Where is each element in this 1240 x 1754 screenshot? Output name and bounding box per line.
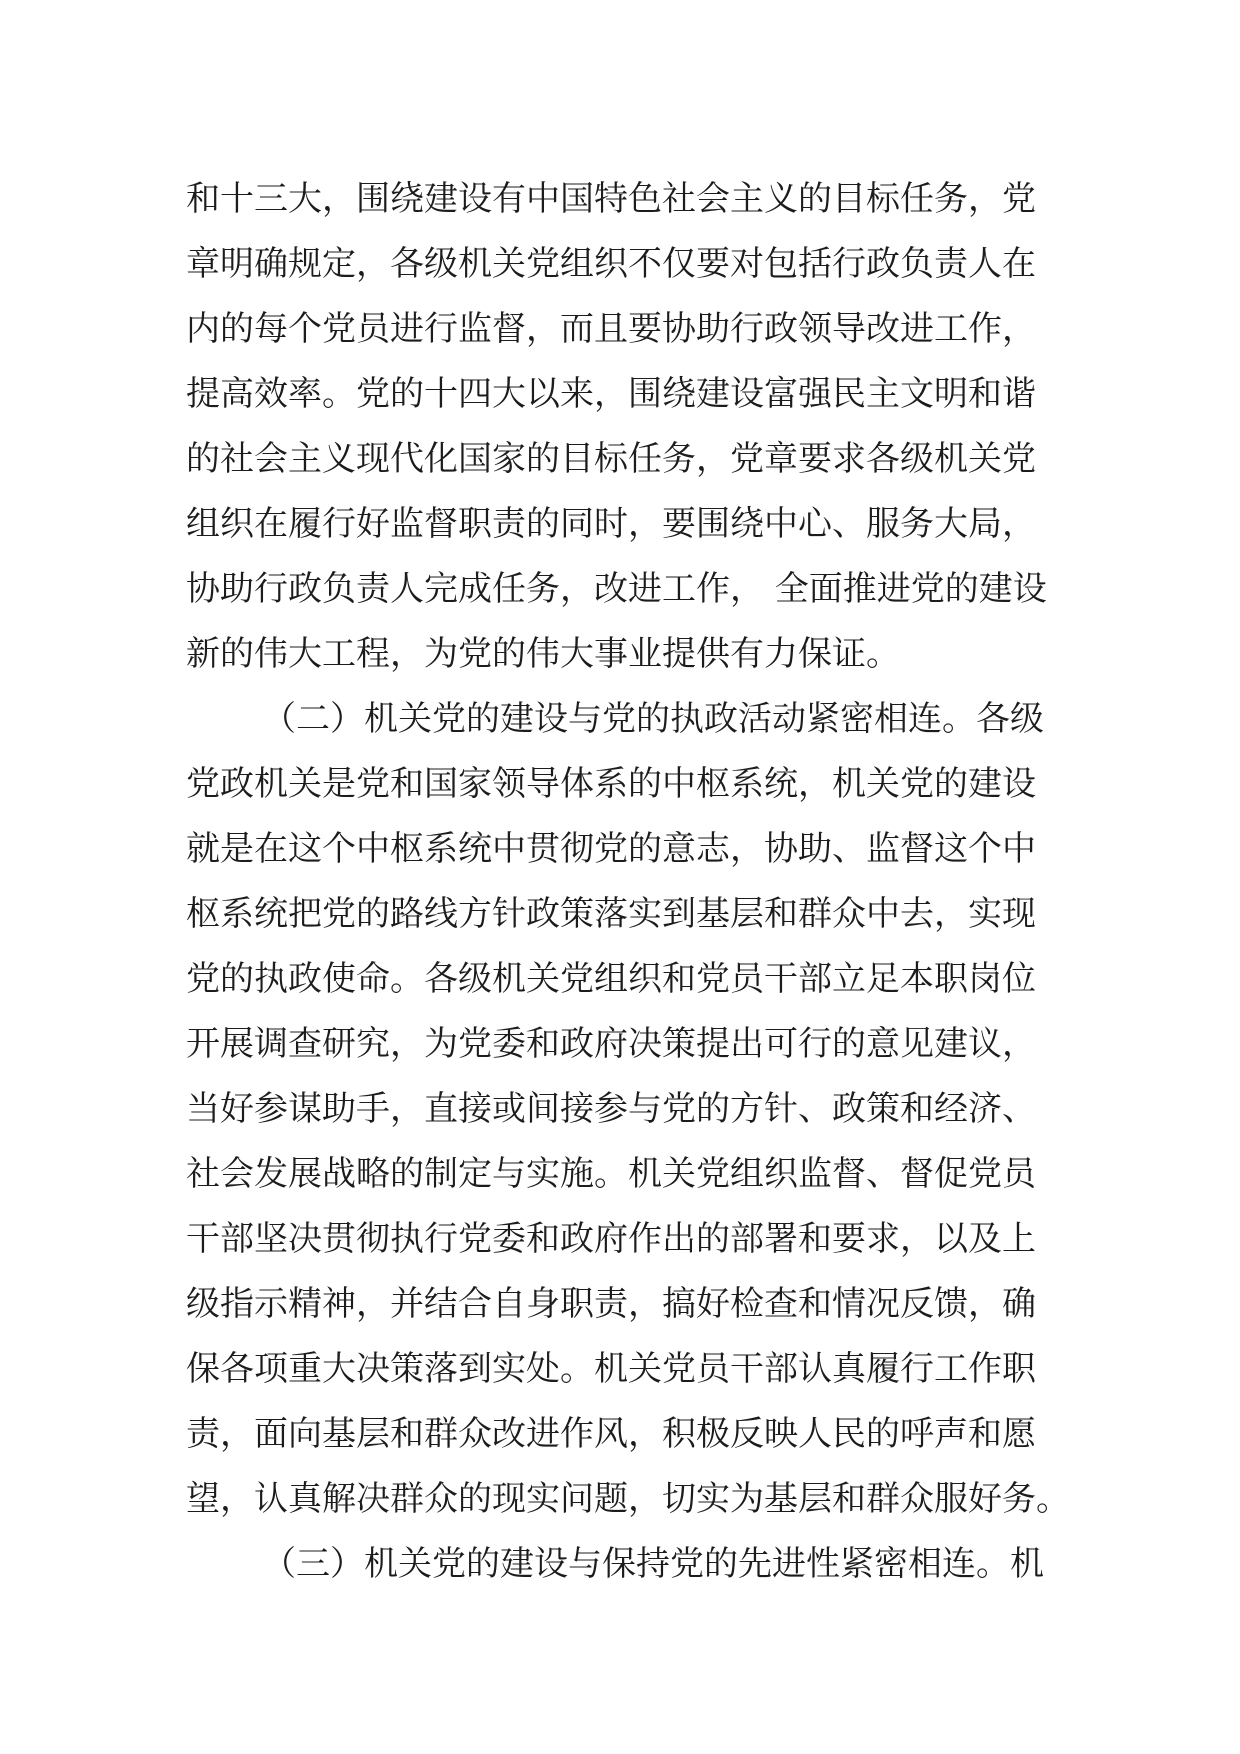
text-line: 级指示精神，并结合自身职责，搞好检查和情况反馈，确 xyxy=(186,1284,1036,1324)
text-line: 望，认真解决群众的现实问题，切实为基层和群众服好务。 xyxy=(186,1479,1070,1519)
text-line: 协助行政负责人完成任务，改进工作， 全面推进党的建设 xyxy=(186,569,1047,609)
text-line: 开展调查研究，为党委和政府决策提出可行的意见建议， xyxy=(186,1024,1036,1064)
text-line: 枢系统把党的路线方针政策落实到基层和群众中去，实现 xyxy=(186,894,1036,934)
text-line: 新的伟大工程，为党的伟大事业提供有力保证。 xyxy=(186,634,900,674)
text-line: 干部坚决贯彻执行党委和政府作出的部署和要求，以及上 xyxy=(186,1219,1036,1259)
text-line: 社会发展战略的制定与实施。机关党组织监督、督促党员 xyxy=(186,1154,1036,1194)
text-line: 党的执政使命。各级机关党组织和党员干部立足本职岗位 xyxy=(186,959,1036,999)
document-body xyxy=(186,167,1070,1597)
text-line: 和十三大，围绕建设有中国特色社会主义的目标任务，党 xyxy=(186,179,1036,219)
text-line: 的社会主义现代化国家的目标任务，党章要求各级机关党 xyxy=(186,439,1036,479)
text-line: 提高效率。党的十四大以来，围绕建设富强民主文明和谐 xyxy=(186,374,1036,414)
text-line: 章明确规定，各级机关党组织不仅要对包括行政负责人在 xyxy=(186,244,1036,284)
text-line: 就是在这个中枢系统中贯彻党的意志，协助、监督这个中 xyxy=(186,829,1036,869)
text-line: 组织在履行好监督职责的同时，要围绕中心、服务大局， xyxy=(186,504,1036,544)
text-line: 责，面向基层和群众改进作风，积极反映人民的呼声和愿 xyxy=(186,1414,1036,1454)
text-line: 当好参谋助手，直接或间接参与党的方针、政策和经济、 xyxy=(186,1089,1036,1129)
text-line: 党政机关是党和国家领导体系的中枢系统，机关党的建设 xyxy=(186,764,1036,804)
section-heading-3: （三）机关党的建设与保持党的先进性紧密相连。机 xyxy=(262,1544,1044,1584)
text-line: 保各项重大决策落到实处。机关党员干部认真履行工作职 xyxy=(186,1349,1036,1389)
text-line: 内的每个党员进行监督，而且要协助行政领导改进工作， xyxy=(186,309,1036,349)
section-heading-2: （二）机关党的建设与党的执政活动紧密相连。各级 xyxy=(262,699,1044,739)
